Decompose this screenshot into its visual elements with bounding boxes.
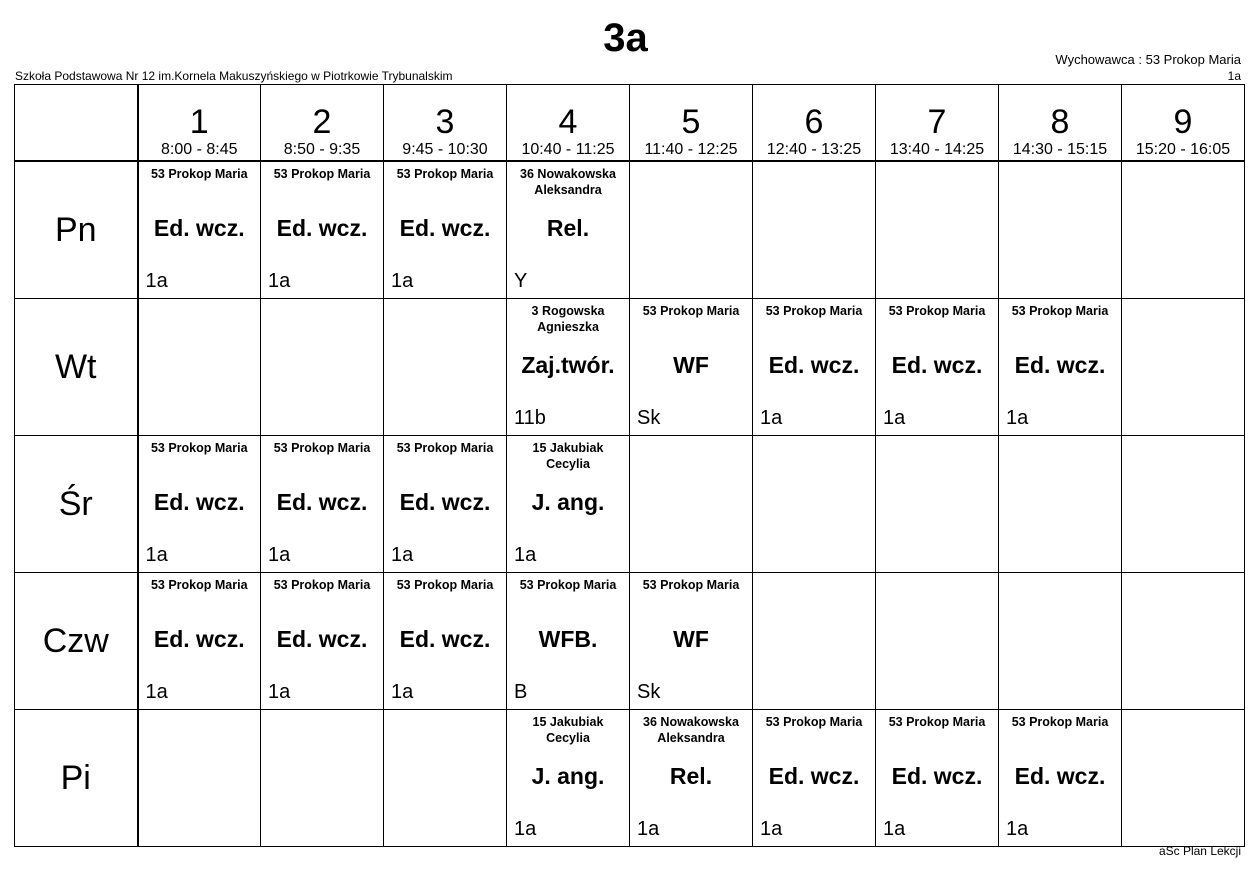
lesson-room: 1a bbox=[391, 270, 414, 292]
period-time: 13:40 - 14:25 bbox=[889, 141, 985, 158]
lesson bbox=[507, 436, 629, 572]
lesson-subject: Ed. wcz. bbox=[399, 626, 491, 652]
lesson-room: 1a bbox=[145, 544, 168, 566]
empty-cell bbox=[1122, 161, 1245, 299]
lesson-room: 1a bbox=[391, 544, 414, 566]
period-header bbox=[876, 85, 999, 162]
day-name: Pi bbox=[15, 710, 138, 847]
lesson-teacher: 53 Prokop Maria bbox=[765, 304, 863, 318]
lesson-teacher: 53 Prokop Maria bbox=[273, 441, 371, 455]
empty-cell bbox=[753, 573, 876, 710]
lesson-subject: Ed. wcz. bbox=[153, 489, 245, 515]
period-header bbox=[138, 85, 261, 162]
lesson bbox=[630, 710, 752, 846]
lesson-room: 1a bbox=[268, 270, 291, 292]
period-time: 10:40 - 11:25 bbox=[521, 141, 615, 158]
empty-cell bbox=[630, 436, 753, 573]
empty-cell bbox=[876, 161, 999, 299]
lesson bbox=[630, 573, 752, 709]
lesson bbox=[753, 710, 875, 846]
lesson-subject: J. ang. bbox=[531, 763, 605, 789]
lesson bbox=[630, 299, 752, 435]
lesson-cell bbox=[507, 710, 630, 847]
period-header bbox=[1122, 85, 1245, 162]
school-name: Szkoła Podstawowa Nr 12 im.Kornela Makuszyńskiego w Piotrkowie Trybunalskim bbox=[15, 69, 453, 83]
lesson-cell bbox=[384, 161, 507, 299]
empty-cell bbox=[261, 710, 384, 847]
day-name: Pn bbox=[15, 161, 138, 299]
empty-cell bbox=[630, 161, 753, 299]
period-number: 2 bbox=[312, 103, 332, 141]
lesson bbox=[261, 573, 383, 709]
period-header-row bbox=[15, 85, 1245, 162]
day-row bbox=[15, 710, 1245, 847]
lesson-cell bbox=[753, 710, 876, 847]
empty-cell bbox=[138, 299, 261, 436]
lesson-cell bbox=[384, 573, 507, 710]
lesson-teacher: 53 Prokop Maria bbox=[519, 578, 617, 592]
day-row bbox=[15, 161, 1245, 299]
period-number: 8 bbox=[1050, 103, 1070, 141]
lesson-room: 1a bbox=[514, 544, 537, 566]
lesson bbox=[507, 299, 629, 435]
lesson-teacher: 53 Prokop Maria bbox=[150, 441, 248, 455]
lesson-teacher: 53 Prokop Maria bbox=[1011, 715, 1109, 729]
lesson-teacher: 15 Jakubiak Cecylia bbox=[532, 441, 604, 471]
lesson-subject: Ed. wcz. bbox=[891, 763, 983, 789]
lesson bbox=[261, 436, 383, 572]
lesson-cell bbox=[630, 710, 753, 847]
lesson-subject: Ed. wcz. bbox=[399, 215, 491, 241]
lesson-teacher: 36 Nowakowska Aleksandra bbox=[520, 167, 616, 197]
lesson-subject: Ed. wcz. bbox=[1014, 763, 1106, 789]
empty-cell bbox=[1122, 573, 1245, 710]
day-row bbox=[15, 299, 1245, 436]
period-header bbox=[753, 85, 876, 162]
lesson-cell bbox=[876, 710, 999, 847]
lesson-subject: Rel. bbox=[669, 763, 713, 789]
lesson-subject: Ed. wcz. bbox=[276, 215, 368, 241]
lesson-cell bbox=[384, 436, 507, 573]
period-time: 15:20 - 16:05 bbox=[1135, 141, 1231, 158]
lesson-subject: Ed. wcz. bbox=[891, 352, 983, 378]
day-name: Czw bbox=[15, 573, 138, 710]
lesson-room: 1a bbox=[391, 681, 414, 703]
period-number: 5 bbox=[681, 103, 701, 141]
lesson-room: 1a bbox=[760, 407, 783, 429]
period-header bbox=[630, 85, 753, 162]
lesson-teacher: 53 Prokop Maria bbox=[150, 167, 248, 181]
period-number: 9 bbox=[1173, 103, 1193, 141]
corner-cell bbox=[15, 85, 138, 162]
lesson-subject: Ed. wcz. bbox=[276, 489, 368, 515]
lesson-teacher: 53 Prokop Maria bbox=[642, 578, 740, 592]
lesson-cell bbox=[261, 436, 384, 573]
lesson-room: 1a bbox=[514, 818, 537, 840]
homeroom-teacher: Wychowawca : 53 Prokop Maria bbox=[1055, 52, 1241, 67]
lesson-room: Sk bbox=[637, 407, 661, 429]
lesson-room: 1a bbox=[268, 681, 291, 703]
footer-credit: aSc Plan Lekcji bbox=[1158, 844, 1241, 858]
lesson-cell bbox=[138, 436, 261, 573]
lesson-teacher: 53 Prokop Maria bbox=[765, 715, 863, 729]
empty-cell bbox=[876, 573, 999, 710]
lesson-room: 1a bbox=[145, 681, 168, 703]
lesson-room: Sk bbox=[637, 681, 661, 703]
lesson-room: B bbox=[514, 681, 528, 703]
lesson-cell bbox=[999, 710, 1122, 847]
homeroom-room: 1a bbox=[1227, 69, 1241, 83]
lesson-subject: Ed. wcz. bbox=[276, 626, 368, 652]
lesson bbox=[507, 710, 629, 846]
empty-cell bbox=[1122, 436, 1245, 573]
lesson-cell bbox=[507, 436, 630, 573]
period-header bbox=[384, 85, 507, 162]
period-header bbox=[999, 85, 1122, 162]
lesson-room: 1a bbox=[268, 544, 291, 566]
lesson-cell bbox=[630, 299, 753, 436]
period-time: 12:40 - 13:25 bbox=[766, 141, 862, 158]
lesson-room: 1a bbox=[1006, 407, 1029, 429]
period-time: 9:45 - 10:30 bbox=[402, 141, 488, 158]
lesson bbox=[384, 573, 506, 709]
period-time: 11:40 - 12:25 bbox=[644, 141, 738, 158]
lesson-subject: Rel. bbox=[546, 215, 590, 241]
lesson-subject: Ed. wcz. bbox=[399, 489, 491, 515]
lesson-subject: J. ang. bbox=[531, 489, 605, 515]
lesson bbox=[999, 299, 1121, 435]
lesson-teacher: 15 Jakubiak Cecylia bbox=[532, 715, 604, 745]
lesson bbox=[384, 162, 506, 298]
period-header bbox=[261, 85, 384, 162]
lesson bbox=[999, 710, 1121, 846]
lesson-subject: Ed. wcz. bbox=[1014, 352, 1106, 378]
lesson-cell bbox=[261, 573, 384, 710]
lesson-teacher: 53 Prokop Maria bbox=[396, 578, 494, 592]
empty-cell bbox=[261, 299, 384, 436]
lesson-room: 1a bbox=[760, 818, 783, 840]
lesson-subject: Ed. wcz. bbox=[768, 352, 860, 378]
period-time: 8:50 - 9:35 bbox=[283, 141, 361, 158]
lesson-room: 1a bbox=[1006, 818, 1029, 840]
lesson bbox=[384, 436, 506, 572]
lesson-subject: Zaj.twór. bbox=[521, 352, 615, 378]
lesson bbox=[139, 436, 261, 572]
lesson bbox=[507, 573, 629, 709]
lesson-subject: WF bbox=[673, 626, 709, 652]
lesson-room: 1a bbox=[637, 818, 660, 840]
period-time: 14:30 - 15:15 bbox=[1012, 141, 1108, 158]
lesson-subject: WF bbox=[673, 352, 709, 378]
lesson-cell bbox=[138, 573, 261, 710]
empty-cell bbox=[876, 436, 999, 573]
lesson bbox=[507, 162, 629, 298]
lesson-teacher: 36 Nowakowska Aleksandra bbox=[643, 715, 739, 745]
lesson-cell bbox=[876, 299, 999, 436]
class-title: 3a bbox=[603, 16, 648, 60]
timetable bbox=[14, 84, 1245, 847]
day-row bbox=[15, 573, 1245, 710]
empty-cell bbox=[753, 161, 876, 299]
lesson-room: 11b bbox=[514, 407, 546, 429]
day-row bbox=[15, 436, 1245, 573]
lesson-teacher: 53 Prokop Maria bbox=[150, 578, 248, 592]
period-number: 7 bbox=[927, 103, 947, 141]
day-name: Śr bbox=[15, 436, 138, 573]
empty-cell bbox=[753, 436, 876, 573]
lesson bbox=[876, 299, 998, 435]
lesson-teacher: 53 Prokop Maria bbox=[396, 167, 494, 181]
lesson-subject: Ed. wcz. bbox=[153, 626, 245, 652]
period-time: 8:00 - 8:45 bbox=[161, 141, 238, 158]
empty-cell bbox=[999, 161, 1122, 299]
lesson bbox=[261, 162, 383, 298]
lesson-teacher: 3 Rogowska Agnieszka bbox=[531, 304, 605, 334]
lesson-cell bbox=[138, 161, 261, 299]
lesson bbox=[139, 573, 261, 709]
lesson-teacher: 53 Prokop Maria bbox=[273, 167, 371, 181]
period-number: 3 bbox=[435, 103, 455, 141]
lesson-teacher: 53 Prokop Maria bbox=[1011, 304, 1109, 318]
period-number: 4 bbox=[558, 103, 578, 141]
empty-cell bbox=[1122, 299, 1245, 436]
lesson-teacher: 53 Prokop Maria bbox=[396, 441, 494, 455]
lesson-teacher: 53 Prokop Maria bbox=[273, 578, 371, 592]
lesson-room: Y bbox=[514, 270, 528, 292]
lesson bbox=[139, 162, 261, 298]
lesson-teacher: 53 Prokop Maria bbox=[888, 304, 986, 318]
lesson bbox=[753, 299, 875, 435]
period-number: 6 bbox=[804, 103, 824, 141]
period-number: 1 bbox=[189, 103, 209, 141]
lesson-cell bbox=[507, 161, 630, 299]
lesson-subject: Ed. wcz. bbox=[768, 763, 860, 789]
lesson-teacher: 53 Prokop Maria bbox=[888, 715, 986, 729]
empty-cell bbox=[1122, 710, 1245, 847]
empty-cell bbox=[138, 710, 261, 847]
lesson bbox=[876, 710, 998, 846]
lesson-cell bbox=[507, 299, 630, 436]
empty-cell bbox=[384, 710, 507, 847]
lesson-cell bbox=[753, 299, 876, 436]
lesson-teacher: 53 Prokop Maria bbox=[642, 304, 740, 318]
lesson-cell bbox=[507, 573, 630, 710]
empty-cell bbox=[999, 436, 1122, 573]
lesson-subject: WFB. bbox=[538, 626, 598, 652]
lesson-room: 1a bbox=[145, 270, 168, 292]
day-name: Wt bbox=[15, 299, 138, 436]
lesson-subject: Ed. wcz. bbox=[153, 215, 245, 241]
lesson-cell bbox=[261, 161, 384, 299]
lesson-room: 1a bbox=[883, 818, 906, 840]
lesson-cell bbox=[630, 573, 753, 710]
lesson-room: 1a bbox=[883, 407, 906, 429]
empty-cell bbox=[384, 299, 507, 436]
lesson-cell bbox=[999, 299, 1122, 436]
empty-cell bbox=[999, 573, 1122, 710]
period-header bbox=[507, 85, 630, 162]
